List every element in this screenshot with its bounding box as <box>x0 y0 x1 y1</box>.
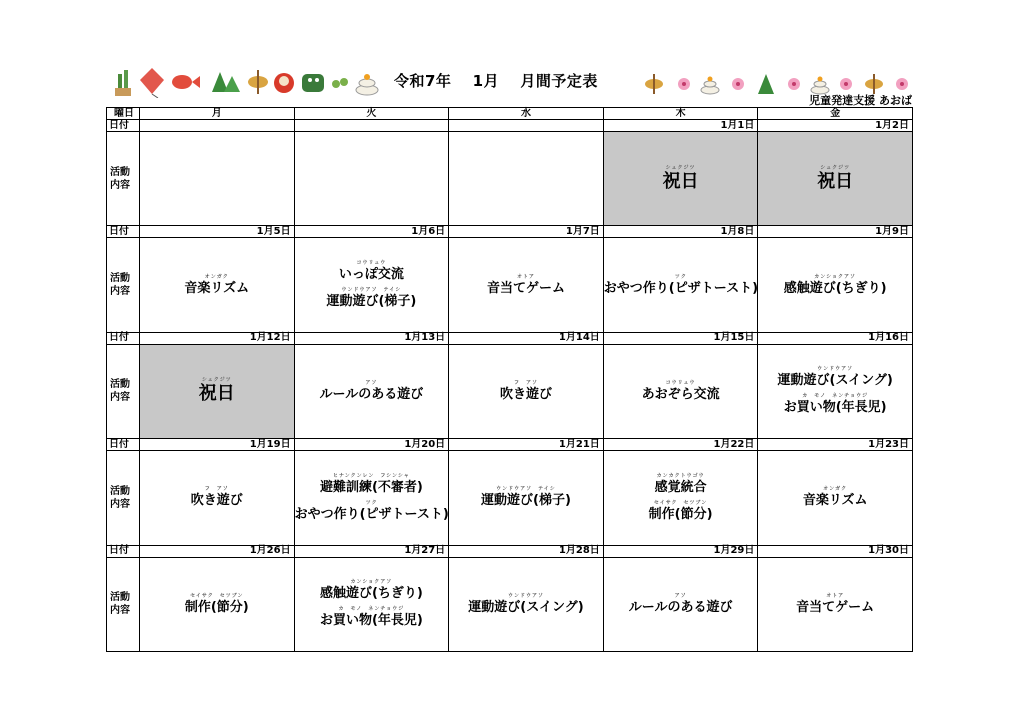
date-label: 日付 <box>107 545 140 557</box>
weekday-label: 曜日 <box>107 108 140 120</box>
activity-label-line: 活動 <box>110 379 130 391</box>
activity-label <box>107 344 140 438</box>
lion-dance-icon <box>302 74 324 92</box>
date-cell: 1月27日 <box>294 545 449 557</box>
furigana: シュクジツ <box>201 377 232 384</box>
date-row <box>107 120 913 132</box>
activity-entry <box>784 274 887 297</box>
activity-label-line: 内容 <box>110 498 130 510</box>
activity-entry <box>320 380 424 403</box>
furigana: カ モノ ネンチョウジ <box>802 393 869 400</box>
furigana: セイサク セツブン <box>190 592 244 599</box>
new-year-decorations-left <box>112 64 382 98</box>
activity-text: 音楽リズム <box>802 493 868 509</box>
activity-entry <box>817 165 853 193</box>
activity-entry <box>629 593 733 616</box>
date-row <box>107 226 913 238</box>
activity-cell <box>294 132 449 226</box>
activity-text: 音楽リズム <box>184 280 250 296</box>
activity-cell <box>294 451 449 545</box>
activity-label-line: 内容 <box>110 286 130 298</box>
red-fish-icon <box>172 75 200 89</box>
plum-blossom-icon <box>840 78 852 90</box>
activity-label-line: 活動 <box>110 166 130 178</box>
bean-icon <box>332 78 348 88</box>
kagami-mochi-icon <box>356 74 378 95</box>
activity-entry <box>184 274 249 297</box>
activity-text: 運動遊び(スイング) <box>777 373 893 389</box>
daruma-icon <box>274 73 294 93</box>
activity-label-line: 活動 <box>110 273 130 285</box>
activity-cell <box>140 132 295 226</box>
activity-entry <box>784 393 887 416</box>
date-cell: 1月15日 <box>603 332 758 344</box>
date-cell: 1月29日 <box>603 545 758 557</box>
plum-blossom-icon <box>732 78 744 90</box>
activity-entry <box>320 579 423 602</box>
activity-cell <box>603 238 758 332</box>
date-cell: 1月14日 <box>449 332 604 344</box>
activity-row <box>107 238 913 332</box>
holiday-cell <box>758 132 913 226</box>
furigana: ウンドウアソ テイシ <box>341 287 402 294</box>
date-cell: 1月16日 <box>758 332 913 344</box>
date-cell: 1月21日 <box>449 439 604 451</box>
activity-row <box>107 557 913 651</box>
page-title: 令和7年 1月 月間予定表 <box>394 72 598 90</box>
activity-label <box>107 451 140 545</box>
activity-entry <box>803 486 868 509</box>
date-cell: 1月30日 <box>758 545 913 557</box>
activity-text: 感触遊び(ちぎり) <box>319 586 423 602</box>
holiday-cell <box>603 132 758 226</box>
activity-entry <box>185 593 249 616</box>
activity-text: 音当てゲーム <box>796 599 875 615</box>
activity-entry <box>339 260 404 283</box>
weekday-tue: 火 <box>294 108 449 120</box>
date-cell: 1月28日 <box>449 545 604 557</box>
activity-text: 吹き遊び <box>499 386 552 402</box>
furigana: ツク <box>365 499 378 506</box>
activity-label <box>107 132 140 226</box>
activity-cell <box>140 238 295 332</box>
activity-cell <box>294 557 449 651</box>
furigana: カンショクアソ <box>814 273 857 280</box>
activity-cell <box>758 557 913 651</box>
activity-entry <box>468 593 583 616</box>
activity-label-line: 活動 <box>110 485 130 497</box>
date-row <box>107 439 913 451</box>
activity-text: 感覚統合 <box>654 479 707 495</box>
pine-icon <box>758 74 774 94</box>
furigana: アソ <box>674 592 687 599</box>
activity-text: あおぞら交流 <box>641 386 720 402</box>
furigana: シュクジツ <box>820 164 851 171</box>
date-cell: 1月22日 <box>603 439 758 451</box>
activity-text: ルールのある遊び <box>628 599 733 615</box>
activity-text: 音当てゲーム <box>486 280 565 296</box>
activity-text: 感触遊び(ちぎり) <box>783 280 887 296</box>
organization-name: 児童発達支援 あおば <box>809 94 912 107</box>
kadomatsu-icon <box>115 70 131 96</box>
furigana: カンショクアソ <box>350 579 393 586</box>
spinning-top-icon <box>645 74 663 94</box>
date-cell <box>140 120 295 132</box>
furigana: オトア <box>517 273 535 280</box>
activity-cell <box>294 344 449 438</box>
date-cell: 1月19日 <box>140 439 295 451</box>
furigana: オンガク <box>823 486 848 493</box>
activity-text: お買い物(年長児) <box>319 613 423 629</box>
date-label: 日付 <box>107 120 140 132</box>
activity-cell <box>140 451 295 545</box>
plum-blossom-icon <box>896 78 908 90</box>
activity-cell <box>449 557 604 651</box>
spinning-top-icon <box>865 74 883 94</box>
activity-entry <box>778 366 893 389</box>
furigana: カンカクトウゴウ <box>656 472 705 479</box>
activity-cell <box>449 238 604 332</box>
date-cell: 1月7日 <box>449 226 604 238</box>
activity-cell <box>449 132 604 226</box>
activity-cell <box>603 557 758 651</box>
date-label: 日付 <box>107 332 140 344</box>
date-row <box>107 332 913 344</box>
activity-text: 運動遊び(梯子) <box>326 294 417 310</box>
furigana: アソ <box>365 379 378 386</box>
activity-entry <box>604 274 758 297</box>
activity-label <box>107 238 140 332</box>
activity-entry <box>500 380 552 403</box>
weekday-fri: 金 <box>758 108 913 120</box>
activity-entry <box>320 473 423 496</box>
activity-entry <box>481 486 571 509</box>
date-cell: 1月26日 <box>140 545 295 557</box>
activity-entry <box>642 380 720 403</box>
activity-cell <box>603 344 758 438</box>
date-cell: 1月20日 <box>294 439 449 451</box>
activity-cell <box>758 238 913 332</box>
furigana: ツク <box>674 273 687 280</box>
activity-cell <box>140 557 295 651</box>
activity-text: 運動遊び(スイング) <box>468 599 584 615</box>
activity-entry <box>191 486 243 509</box>
date-cell: 1月13日 <box>294 332 449 344</box>
activity-row <box>107 132 913 226</box>
monthly-schedule-table <box>106 107 913 652</box>
kite-icon <box>140 68 164 98</box>
activity-label-line: 内容 <box>110 179 130 191</box>
furigana: コウリュウ <box>665 379 696 386</box>
activity-entry <box>326 287 416 310</box>
activity-text: おやつ作り(ピザトースト) <box>603 280 759 296</box>
holiday-cell <box>140 344 295 438</box>
date-cell: 1月2日 <box>758 120 913 132</box>
date-cell: 1月1日 <box>603 120 758 132</box>
furigana: オンガク <box>204 273 229 280</box>
activity-text: 祝日 <box>662 170 699 192</box>
activity-entry <box>487 274 565 297</box>
activity-row <box>107 344 913 438</box>
activity-cell <box>758 344 913 438</box>
activity-text: 避難訓練(不審者) <box>319 479 423 495</box>
furigana: オトア <box>826 592 845 599</box>
activity-cell <box>758 451 913 545</box>
furigana: ヒナンクンレン フシンシャ <box>332 472 410 479</box>
plum-blossom-icon <box>788 78 800 90</box>
activity-cell <box>294 238 449 332</box>
furigana: シュクジツ <box>665 164 696 171</box>
furigana: セイサク セツブン <box>653 499 708 506</box>
activity-text: 祝日 <box>198 383 235 405</box>
activity-text: お買い物(年長児) <box>783 400 887 416</box>
activity-cell <box>449 451 604 545</box>
weekday-mon: 月 <box>140 108 295 120</box>
activity-text: 祝日 <box>817 170 854 192</box>
date-cell <box>449 120 604 132</box>
activity-entry <box>655 473 707 496</box>
activity-label-line: 内容 <box>110 392 130 404</box>
activity-entry <box>295 500 449 523</box>
furigana: コウリュウ <box>356 260 387 267</box>
activity-entry <box>199 377 235 405</box>
weekday-wed: 水 <box>449 108 604 120</box>
date-cell: 1月9日 <box>758 226 913 238</box>
date-cell: 1月5日 <box>140 226 295 238</box>
activity-cell <box>449 344 604 438</box>
weekday-thu: 木 <box>603 108 758 120</box>
activity-text: おやつ作り(ピザトースト) <box>294 506 449 522</box>
activity-entry <box>320 606 423 629</box>
pine-icon <box>212 72 240 92</box>
furigana: フ アソ <box>513 379 538 386</box>
activity-text: 吹き遊び <box>190 493 243 509</box>
furigana: フ アソ <box>204 486 229 493</box>
activity-label <box>107 557 140 651</box>
activity-text: ルールのある遊び <box>319 386 424 402</box>
activity-text: いっぽ交流 <box>338 267 404 283</box>
activity-label-line: 内容 <box>110 605 130 617</box>
kagami-mochi-icon <box>701 77 719 95</box>
furigana: ウンドウアソ <box>507 592 544 599</box>
furigana: ウンドウアソ <box>817 366 854 373</box>
activity-entry <box>796 593 874 616</box>
date-row <box>107 545 913 557</box>
plum-blossom-icon <box>678 78 690 90</box>
weekday-header-row <box>107 108 913 120</box>
date-cell: 1月12日 <box>140 332 295 344</box>
date-cell: 1月8日 <box>603 226 758 238</box>
date-label: 日付 <box>107 226 140 238</box>
activity-entry <box>663 165 699 193</box>
date-cell <box>294 120 449 132</box>
activity-text: 制作(節分) <box>648 506 713 522</box>
activity-text: 運動遊び(梯子) <box>481 493 571 509</box>
date-cell: 1月23日 <box>758 439 913 451</box>
activity-cell <box>603 451 758 545</box>
furigana: カ モノ ネンチョウジ <box>338 606 405 613</box>
activity-label-line: 活動 <box>110 592 130 604</box>
spinning-top-icon <box>248 70 268 94</box>
date-cell: 1月6日 <box>294 226 449 238</box>
furigana: ウンドウアソ テイシ <box>496 486 556 493</box>
activity-row <box>107 451 913 545</box>
activity-entry <box>649 500 713 523</box>
date-label: 日付 <box>107 439 140 451</box>
activity-text: 制作(節分) <box>184 599 249 615</box>
